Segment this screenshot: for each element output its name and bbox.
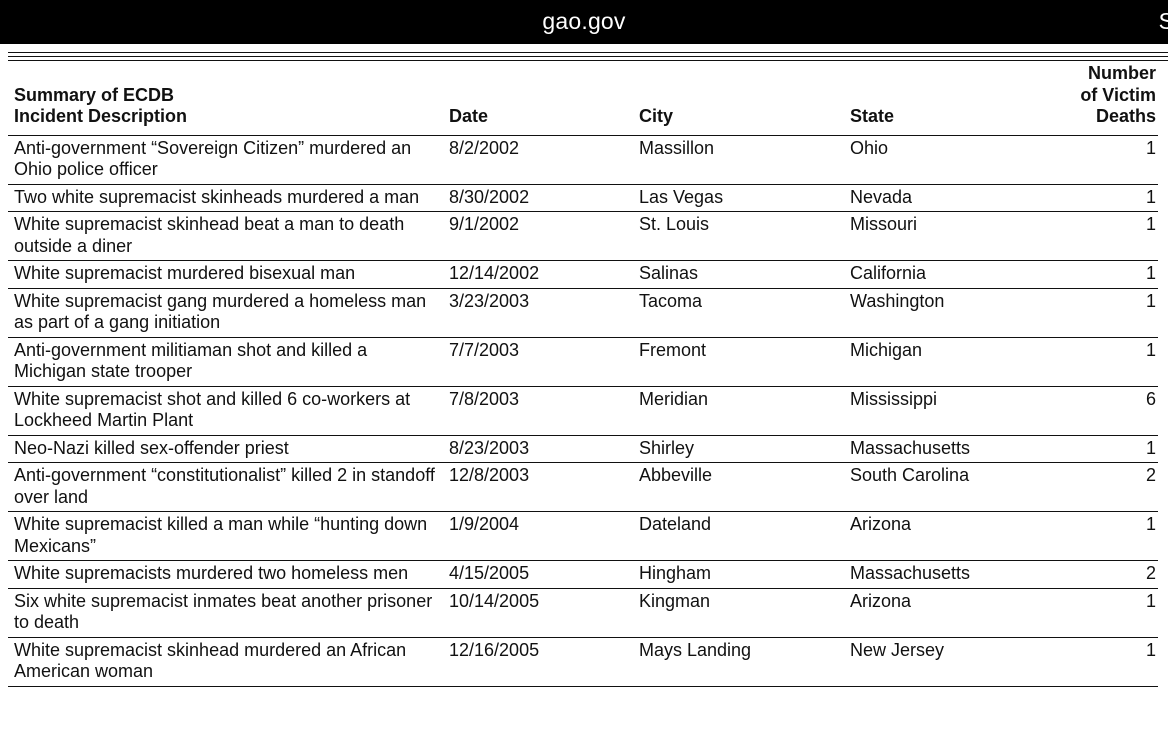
table-row bbox=[8, 463, 1158, 512]
top-rule-2 bbox=[8, 56, 1168, 57]
header-state: State bbox=[844, 61, 1044, 135]
table-row bbox=[8, 386, 1158, 435]
cell-description: Anti-government “Sovereign Citizen” murdered an Ohio police officer bbox=[8, 135, 443, 184]
cell-description: Anti-government militiaman shot and killed a Michigan state trooper bbox=[8, 337, 443, 386]
cell-date: 7/7/2003 bbox=[443, 337, 633, 386]
cell-state: Massachusetts bbox=[844, 435, 1044, 463]
header-description: Summary of ECDB Incident Description bbox=[8, 61, 443, 135]
cell-date: 8/2/2002 bbox=[443, 135, 633, 184]
cell-deaths: 1 bbox=[1044, 337, 1158, 386]
cell-deaths: 1 bbox=[1044, 588, 1158, 637]
cell-state: Arizona bbox=[844, 588, 1044, 637]
cell-city: Las Vegas bbox=[633, 184, 844, 212]
cell-description: Two white supremacist skinheads murdered a man bbox=[8, 184, 443, 212]
cell-city: Abbeville bbox=[633, 463, 844, 512]
cell-date: 12/8/2003 bbox=[443, 463, 633, 512]
cell-city: Shirley bbox=[633, 435, 844, 463]
table-row bbox=[8, 212, 1158, 261]
header-deaths: Number of Victim Deaths bbox=[1044, 61, 1158, 135]
cell-description: White supremacist skinhead beat a man to death outside a diner bbox=[8, 212, 443, 261]
table-row bbox=[8, 637, 1158, 686]
cell-date: 8/30/2002 bbox=[443, 184, 633, 212]
cell-description: White supremacist gang murdered a homeless man as part of a gang initiation bbox=[8, 288, 443, 337]
cell-state: Missouri bbox=[844, 212, 1044, 261]
cell-description: White supremacist murdered bisexual man bbox=[8, 261, 443, 289]
cell-description: Anti-government “constitutionalist” killed 2 in standoff over land bbox=[8, 463, 443, 512]
table-row bbox=[8, 261, 1158, 289]
table-row bbox=[8, 561, 1158, 589]
cell-description: White supremacists murdered two homeless men bbox=[8, 561, 443, 589]
cell-state: South Carolina bbox=[844, 463, 1044, 512]
cell-deaths: 6 bbox=[1044, 386, 1158, 435]
cell-state: Arizona bbox=[844, 512, 1044, 561]
cell-deaths: 1 bbox=[1044, 261, 1158, 289]
incident-table bbox=[8, 61, 1158, 687]
cell-date: 3/23/2003 bbox=[443, 288, 633, 337]
cell-deaths: 1 bbox=[1044, 512, 1158, 561]
table-row bbox=[8, 184, 1158, 212]
cell-city: Tacoma bbox=[633, 288, 844, 337]
header-date: Date bbox=[443, 61, 633, 135]
cell-state: Nevada bbox=[844, 184, 1044, 212]
header-city: City bbox=[633, 61, 844, 135]
table-row bbox=[8, 588, 1158, 637]
truncated-edge-glyph: S bbox=[1158, 8, 1174, 34]
cell-city: St. Louis bbox=[633, 212, 844, 261]
cell-city: Dateland bbox=[633, 512, 844, 561]
cell-state: New Jersey bbox=[844, 637, 1044, 686]
page-url[interactable]: gao.gov bbox=[542, 8, 626, 34]
cell-city: Massillon bbox=[633, 135, 844, 184]
cell-date: 12/16/2005 bbox=[443, 637, 633, 686]
cell-state: California bbox=[844, 261, 1044, 289]
cell-deaths: 2 bbox=[1044, 561, 1158, 589]
cell-date: 4/15/2005 bbox=[443, 561, 633, 589]
cell-deaths: 1 bbox=[1044, 288, 1158, 337]
cell-description: White supremacist skinhead murdered an African American woman bbox=[8, 637, 443, 686]
cell-description: White supremacist shot and killed 6 co-workers at Lockheed Martin Plant bbox=[8, 386, 443, 435]
cell-description: White supremacist killed a man while “hunting down Mexicans” bbox=[8, 512, 443, 561]
cell-state: Ohio bbox=[844, 135, 1044, 184]
cell-deaths: 2 bbox=[1044, 463, 1158, 512]
cell-description: Neo-Nazi killed sex-offender priest bbox=[8, 435, 443, 463]
table-row bbox=[8, 435, 1158, 463]
cell-state: Mississippi bbox=[844, 386, 1044, 435]
cell-deaths: 1 bbox=[1044, 184, 1158, 212]
cell-deaths: 1 bbox=[1044, 135, 1158, 184]
cell-city: Mays Landing bbox=[633, 637, 844, 686]
browser-address-bar[interactable] bbox=[0, 0, 1174, 44]
cell-deaths: 1 bbox=[1044, 212, 1158, 261]
cell-deaths: 1 bbox=[1044, 637, 1158, 686]
table-row bbox=[8, 135, 1158, 184]
cell-city: Meridian bbox=[633, 386, 844, 435]
table-header-row bbox=[8, 61, 1158, 135]
cell-date: 8/23/2003 bbox=[443, 435, 633, 463]
cell-city: Kingman bbox=[633, 588, 844, 637]
cell-state: Massachusetts bbox=[844, 561, 1044, 589]
cell-date: 9/1/2002 bbox=[443, 212, 633, 261]
cell-date: 7/8/2003 bbox=[443, 386, 633, 435]
cell-deaths: 1 bbox=[1044, 435, 1158, 463]
cell-description: Six white supremacist inmates beat another prisoner to death bbox=[8, 588, 443, 637]
cell-date: 12/14/2002 bbox=[443, 261, 633, 289]
cell-date: 10/14/2005 bbox=[443, 588, 633, 637]
table-row bbox=[8, 288, 1158, 337]
table-row bbox=[8, 337, 1158, 386]
cell-date: 1/9/2004 bbox=[443, 512, 633, 561]
cell-city: Salinas bbox=[633, 261, 844, 289]
table-row bbox=[8, 512, 1158, 561]
cell-city: Fremont bbox=[633, 337, 844, 386]
cell-city: Hingham bbox=[633, 561, 844, 589]
cell-state: Washington bbox=[844, 288, 1044, 337]
cell-state: Michigan bbox=[844, 337, 1044, 386]
top-rule bbox=[8, 52, 1168, 53]
